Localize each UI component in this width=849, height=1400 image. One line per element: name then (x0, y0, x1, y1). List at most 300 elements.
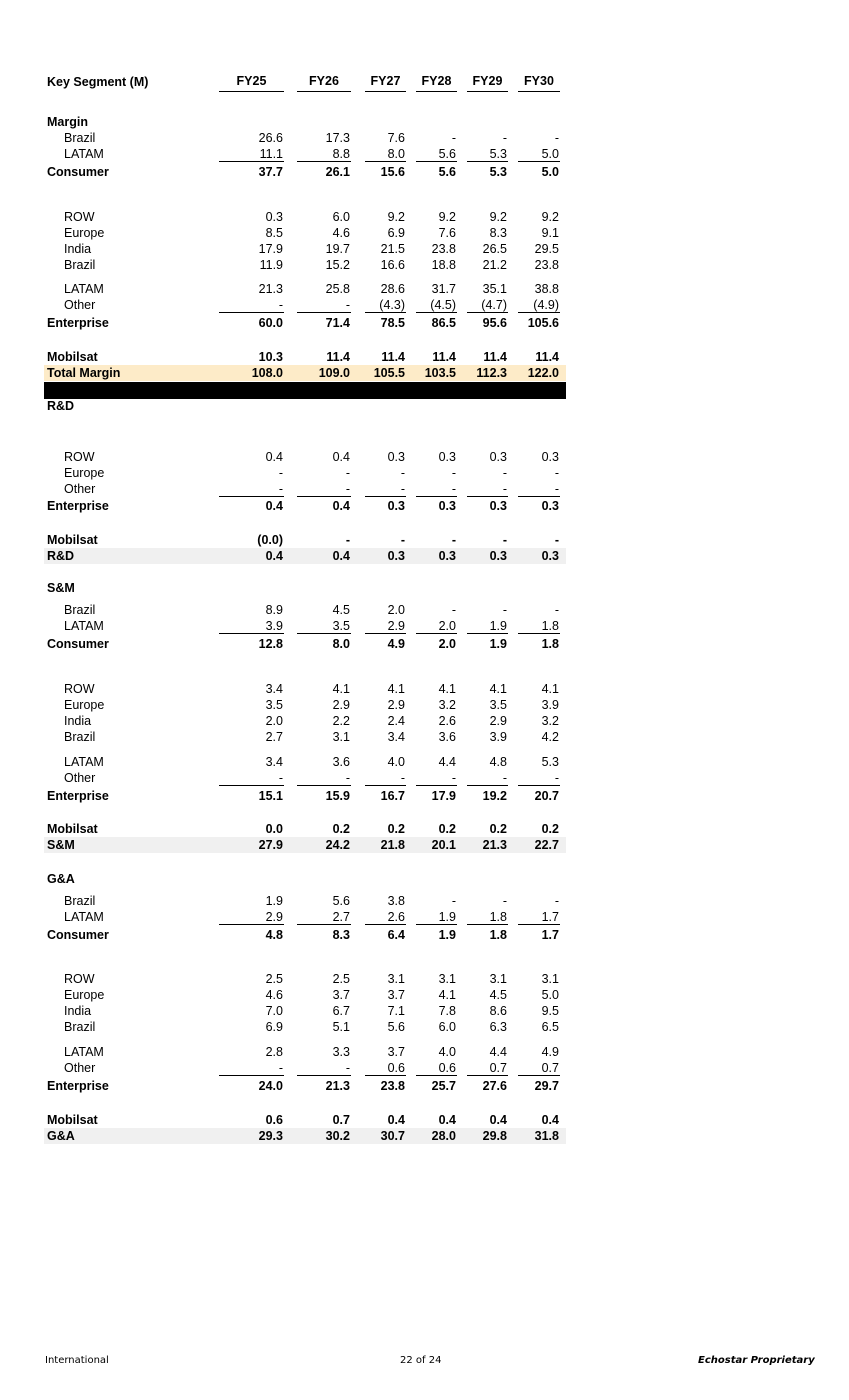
value-cell-fy28: 9.2 (438, 210, 456, 224)
value-cell-fy29: 1.9 (489, 637, 507, 651)
row-label: India (64, 714, 92, 728)
value-cell-fy25: 3.9 (265, 619, 283, 633)
value-cell-fy26: 0.4 (332, 549, 350, 563)
value-cell-fy28: 0.6 (438, 1061, 456, 1075)
value-cell-fy27: 4.0 (387, 755, 405, 769)
value-cell-fy25: 2.0 (265, 714, 283, 728)
value-cell-fy30: - (554, 603, 559, 617)
row-label: LATAM (64, 755, 104, 769)
value-cell-fy25: 2.9 (265, 910, 283, 924)
value-cell-fy30: 3.1 (541, 972, 559, 986)
value-cell-fy27: - (400, 466, 405, 480)
row-label: Other (64, 1061, 96, 1075)
value-cell-fy28: 2.0 (438, 637, 456, 651)
value-cell-fy29: (4.7) (481, 298, 507, 312)
row-label: ROW (64, 450, 95, 464)
value-cell-fy25: 2.7 (265, 730, 283, 744)
row-label: India (64, 1004, 92, 1018)
value-cell-fy27: 3.1 (387, 972, 405, 986)
subtotal-underline (219, 1075, 284, 1076)
value-cell-fy27: 3.8 (387, 894, 405, 908)
value-cell-fy25: 8.5 (265, 226, 283, 240)
header-underline (365, 91, 406, 92)
table-row-india (0, 713, 849, 729)
value-cell-fy29: 27.6 (482, 1079, 507, 1093)
value-cell-fy30: 105.6 (527, 316, 559, 330)
value-cell-fy28: 5.6 (438, 147, 456, 161)
value-cell-fy25: 3.4 (265, 682, 283, 696)
year-header-fy28: FY28 (421, 74, 452, 88)
row-label: LATAM (64, 282, 104, 296)
section-header-sandm (0, 580, 849, 596)
value-cell-fy25: 0.0 (265, 822, 283, 836)
value-cell-fy30: 1.7 (541, 928, 559, 942)
value-cell-fy26: 3.7 (332, 988, 350, 1002)
row-label: Europe (64, 988, 105, 1002)
value-cell-fy29: 4.4 (489, 1045, 507, 1059)
row-label: India (64, 242, 92, 256)
value-cell-fy28: - (451, 603, 456, 617)
value-cell-fy28: 3.1 (438, 972, 456, 986)
value-cell-fy25: 0.4 (265, 499, 283, 513)
value-cell-fy29: 4.8 (489, 755, 507, 769)
value-cell-fy27: 3.7 (387, 988, 405, 1002)
value-cell-fy25: 10.3 (258, 350, 283, 364)
value-cell-fy27: 16.7 (380, 789, 405, 803)
header-underline (219, 91, 284, 92)
row-label: LATAM (64, 147, 104, 161)
value-cell-fy29: 0.3 (489, 450, 507, 464)
value-cell-fy30: 38.8 (534, 282, 559, 296)
value-cell-fy27: 2.9 (387, 619, 405, 633)
row-label: Brazil (64, 603, 96, 617)
value-cell-fy27: 4.1 (387, 682, 405, 696)
value-cell-fy28: 0.2 (438, 822, 456, 836)
value-cell-fy28: - (451, 533, 456, 547)
value-cell-fy28: 1.9 (438, 910, 456, 924)
value-cell-fy26: - (345, 298, 350, 312)
subtotal-underline (219, 785, 284, 786)
header-underline (518, 91, 560, 92)
table-row-brazil (0, 729, 849, 745)
value-cell-fy29: 0.2 (489, 822, 507, 836)
value-cell-fy25: 7.0 (265, 1004, 283, 1018)
value-cell-fy30: - (554, 482, 559, 496)
table-title: Key Segment (M) (47, 75, 149, 89)
value-cell-fy26: - (345, 482, 350, 496)
row-label: Enterprise (47, 1079, 109, 1093)
subtotal-underline (518, 924, 560, 925)
row-label: Europe (64, 466, 105, 480)
value-cell-fy29: - (502, 466, 507, 480)
value-cell-fy30: 5.3 (541, 755, 559, 769)
value-cell-fy30: 122.0 (527, 366, 559, 380)
table-row-row (0, 681, 849, 697)
row-label: Margin (47, 115, 88, 129)
value-cell-fy30: 6.5 (541, 1020, 559, 1034)
footer-left: International (45, 1355, 109, 1366)
table-row-enterprise (0, 498, 849, 514)
table-row-enterprise (0, 315, 849, 331)
value-cell-fy26: 5.6 (332, 894, 350, 908)
table-row-india (0, 1003, 849, 1019)
value-cell-fy29: 21.3 (482, 838, 507, 852)
value-cell-fy27: 5.6 (387, 1020, 405, 1034)
value-cell-fy30: (4.9) (533, 298, 559, 312)
value-cell-fy28: 103.5 (424, 366, 456, 380)
value-cell-fy25: 17.9 (258, 242, 283, 256)
value-cell-fy25: 60.0 (258, 316, 283, 330)
subtotal-underline (219, 633, 284, 634)
value-cell-fy26: 15.2 (325, 258, 350, 272)
value-cell-fy25: 3.4 (265, 755, 283, 769)
value-cell-fy30: 5.0 (541, 165, 559, 179)
row-label: Europe (64, 226, 105, 240)
value-cell-fy28: 3.2 (438, 698, 456, 712)
table-row-brazil (0, 257, 849, 273)
value-cell-fy25: 0.6 (265, 1113, 283, 1127)
row-label: Brazil (64, 131, 96, 145)
value-cell-fy29: - (502, 482, 507, 496)
value-cell-fy27: 0.3 (387, 499, 405, 513)
value-cell-fy26: 15.9 (325, 789, 350, 803)
header-underline (416, 91, 457, 92)
table-row-randd (0, 548, 849, 564)
row-label: ROW (64, 682, 95, 696)
value-cell-fy29: 0.3 (489, 549, 507, 563)
value-cell-fy29: 4.1 (489, 682, 507, 696)
value-cell-fy25: 26.6 (258, 131, 283, 145)
value-cell-fy30: - (554, 533, 559, 547)
value-cell-fy28: - (451, 482, 456, 496)
value-cell-fy29: 0.4 (489, 1113, 507, 1127)
table-row-brazil (0, 602, 849, 618)
value-cell-fy25: 27.9 (258, 838, 283, 852)
value-cell-fy29: 1.8 (489, 910, 507, 924)
row-label: ROW (64, 210, 95, 224)
value-cell-fy28: 2.6 (438, 714, 456, 728)
value-cell-fy28: 7.8 (438, 1004, 456, 1018)
value-cell-fy30: 0.3 (541, 499, 559, 513)
row-label: Brazil (64, 894, 96, 908)
value-cell-fy29: 0.3 (489, 499, 507, 513)
value-cell-fy27: 2.4 (387, 714, 405, 728)
value-cell-fy26: 2.2 (332, 714, 350, 728)
value-cell-fy27: 2.6 (387, 910, 405, 924)
value-cell-fy29: 2.9 (489, 714, 507, 728)
value-cell-fy27: 6.9 (387, 226, 405, 240)
table-row-latam (0, 281, 849, 297)
value-cell-fy29: - (502, 603, 507, 617)
value-cell-fy28: - (451, 771, 456, 785)
table-row-latam (0, 618, 849, 634)
value-cell-fy26: 3.1 (332, 730, 350, 744)
value-cell-fy26: 11.4 (326, 350, 350, 364)
year-header-fy26: FY26 (309, 74, 339, 88)
value-cell-fy29: - (502, 894, 507, 908)
value-cell-fy28: 23.8 (431, 242, 456, 256)
value-cell-fy29: 21.2 (482, 258, 507, 272)
value-cell-fy28: 18.8 (431, 258, 456, 272)
value-cell-fy26: 3.5 (332, 619, 350, 633)
table-row-other (0, 1060, 849, 1076)
value-cell-fy26: 8.3 (332, 928, 350, 942)
value-cell-fy25: 29.3 (258, 1129, 283, 1143)
table-row-brazil (0, 893, 849, 909)
table-row-brazil (0, 130, 849, 146)
value-cell-fy25: 3.5 (265, 698, 283, 712)
value-cell-fy30: 3.2 (541, 714, 559, 728)
value-cell-fy29: 3.1 (489, 972, 507, 986)
value-cell-fy28: 17.9 (431, 789, 456, 803)
value-cell-fy30: 0.7 (541, 1061, 559, 1075)
section-header-randd (0, 398, 849, 414)
table-row-consumer (0, 164, 849, 180)
value-cell-fy30: 9.5 (541, 1004, 559, 1018)
value-cell-fy30: 23.8 (534, 258, 559, 272)
value-cell-fy25: 11.1 (259, 147, 283, 161)
value-cell-fy25: 0.3 (265, 210, 283, 224)
value-cell-fy27: 0.4 (387, 1113, 405, 1127)
value-cell-fy26: 0.4 (332, 499, 350, 513)
value-cell-fy27: 4.9 (387, 637, 405, 651)
value-cell-fy25: (0.0) (257, 533, 283, 547)
value-cell-fy28: 0.4 (438, 1113, 456, 1127)
value-cell-fy27: 28.6 (380, 282, 405, 296)
value-cell-fy28: 11.4 (432, 350, 456, 364)
value-cell-fy25: 24.0 (258, 1079, 283, 1093)
value-cell-fy30: 31.8 (534, 1129, 559, 1143)
value-cell-fy29: 35.1 (482, 282, 507, 296)
row-label: Mobilsat (47, 822, 98, 836)
value-cell-fy25: 12.8 (258, 637, 283, 651)
value-cell-fy27: 0.6 (387, 1061, 405, 1075)
value-cell-fy29: 29.8 (482, 1129, 507, 1143)
value-cell-fy26: 30.2 (325, 1129, 350, 1143)
table-row-enterprise (0, 788, 849, 804)
value-cell-fy29: 26.5 (482, 242, 507, 256)
table-row-europe (0, 225, 849, 241)
table-row-enterprise (0, 1078, 849, 1094)
value-cell-fy27: 3.7 (387, 1045, 405, 1059)
value-cell-fy27: 21.8 (380, 838, 405, 852)
value-cell-fy27: 7.1 (387, 1004, 405, 1018)
value-cell-fy28: 7.6 (438, 226, 456, 240)
value-cell-fy30: 0.4 (541, 1113, 559, 1127)
value-cell-fy26: 4.1 (332, 682, 350, 696)
value-cell-fy30: 0.2 (541, 822, 559, 836)
value-cell-fy28: 2.0 (438, 619, 456, 633)
value-cell-fy29: 3.5 (489, 698, 507, 712)
value-cell-fy28: 25.7 (431, 1079, 456, 1093)
value-cell-fy29: 5.3 (489, 147, 507, 161)
value-cell-fy30: 3.9 (541, 698, 559, 712)
value-cell-fy27: - (400, 771, 405, 785)
value-cell-fy26: - (345, 466, 350, 480)
value-cell-fy28: 1.9 (438, 928, 456, 942)
subtotal-underline (219, 161, 284, 162)
value-cell-fy26: 71.4 (325, 316, 350, 330)
value-cell-fy28: 0.3 (438, 450, 456, 464)
value-cell-fy25: 8.9 (265, 603, 283, 617)
table-row-other (0, 297, 849, 313)
value-cell-fy25: 6.9 (265, 1020, 283, 1034)
table-row-europe (0, 465, 849, 481)
value-cell-fy28: 20.1 (431, 838, 456, 852)
table-row-row (0, 971, 849, 987)
value-cell-fy27: 0.3 (387, 450, 405, 464)
value-cell-fy30: 29.5 (534, 242, 559, 256)
value-cell-fy29: - (502, 771, 507, 785)
value-cell-fy29: 9.2 (489, 210, 507, 224)
value-cell-fy25: - (278, 298, 283, 312)
value-cell-fy27: 23.8 (380, 1079, 405, 1093)
section-divider-bar (44, 382, 566, 399)
value-cell-fy25: 11.9 (259, 258, 283, 272)
value-cell-fy25: 2.8 (265, 1045, 283, 1059)
value-cell-fy28: - (451, 466, 456, 480)
value-cell-fy27: 30.7 (380, 1129, 405, 1143)
value-cell-fy30: 1.7 (541, 910, 559, 924)
year-header-fy25: FY25 (236, 74, 267, 88)
value-cell-fy25: - (278, 482, 283, 496)
table-row-india (0, 241, 849, 257)
value-cell-fy25: 108.0 (251, 366, 283, 380)
value-cell-fy25: - (278, 1061, 283, 1075)
value-cell-fy26: 8.8 (332, 147, 350, 161)
subtotal-underline (219, 496, 284, 497)
value-cell-fy30: - (554, 894, 559, 908)
row-label: S&M (47, 581, 75, 595)
footer-page-number: 22 of 24 (400, 1355, 442, 1366)
value-cell-fy26: 19.7 (325, 242, 350, 256)
value-cell-fy29: 3.9 (489, 730, 507, 744)
value-cell-fy26: 24.2 (325, 838, 350, 852)
section-header-ganda (0, 871, 849, 887)
subtotal-underline (518, 496, 560, 497)
table-row-other (0, 770, 849, 786)
value-cell-fy30: 0.3 (541, 549, 559, 563)
value-cell-fy26: 25.8 (325, 282, 350, 296)
value-cell-fy26: 2.5 (332, 972, 350, 986)
value-cell-fy27: 6.4 (387, 928, 405, 942)
header-underline (467, 91, 508, 92)
value-cell-fy27: - (400, 533, 405, 547)
subtotal-underline (518, 1075, 560, 1076)
value-cell-fy29: - (502, 131, 507, 145)
table-row-mobilsat (0, 532, 849, 548)
value-cell-fy26: 2.7 (332, 910, 350, 924)
value-cell-fy30: 9.1 (541, 226, 559, 240)
value-cell-fy25: 37.7 (258, 165, 283, 179)
value-cell-fy28: 4.4 (438, 755, 456, 769)
value-cell-fy27: 105.5 (373, 366, 405, 380)
row-label: Enterprise (47, 789, 109, 803)
value-cell-fy26: - (345, 533, 350, 547)
table-row-brazil (0, 1019, 849, 1035)
table-row-mobilsat (0, 349, 849, 365)
row-label: Other (64, 771, 96, 785)
year-header-fy29: FY29 (472, 74, 503, 88)
header-row (0, 74, 849, 90)
year-header-fy27: FY27 (370, 74, 401, 88)
row-label: ROW (64, 972, 95, 986)
value-cell-fy25: 21.3 (258, 282, 283, 296)
value-cell-fy30: 5.0 (541, 988, 559, 1002)
table-row-row (0, 209, 849, 225)
value-cell-fy27: 9.2 (387, 210, 405, 224)
row-label: Mobilsat (47, 1113, 98, 1127)
value-cell-fy29: 11.4 (483, 350, 507, 364)
value-cell-fy27: 0.3 (387, 549, 405, 563)
value-cell-fy25: 4.6 (265, 988, 283, 1002)
value-cell-fy27: 16.6 (380, 258, 405, 272)
value-cell-fy26: 6.0 (332, 210, 350, 224)
value-cell-fy26: 26.1 (325, 165, 350, 179)
row-label: Other (64, 298, 96, 312)
table-row-other (0, 481, 849, 497)
value-cell-fy29: 1.9 (489, 619, 507, 633)
row-label: Brazil (64, 730, 96, 744)
row-label: LATAM (64, 1045, 104, 1059)
value-cell-fy27: - (400, 482, 405, 496)
value-cell-fy25: 15.1 (258, 789, 283, 803)
value-cell-fy25: 2.5 (265, 972, 283, 986)
value-cell-fy29: 8.3 (489, 226, 507, 240)
row-label: Europe (64, 698, 105, 712)
row-label: Enterprise (47, 499, 109, 513)
value-cell-fy30: 5.0 (541, 147, 559, 161)
subtotal-underline (219, 924, 284, 925)
row-label: R&D (47, 399, 75, 413)
table-row-consumer (0, 636, 849, 652)
value-cell-fy29: 19.2 (482, 789, 507, 803)
subtotal-underline (518, 633, 560, 634)
value-cell-fy26: 17.3 (325, 131, 350, 145)
value-cell-fy28: 86.5 (431, 316, 456, 330)
table-row-row (0, 449, 849, 465)
value-cell-fy27: 2.9 (387, 698, 405, 712)
table-row-mobilsat (0, 1112, 849, 1128)
value-cell-fy28: 28.0 (431, 1129, 456, 1143)
row-label: Consumer (47, 637, 109, 651)
value-cell-fy30: 1.8 (541, 619, 559, 633)
value-cell-fy25: 4.8 (265, 928, 283, 942)
table-row-ganda (0, 1128, 849, 1144)
table-row-europe (0, 987, 849, 1003)
value-cell-fy27: 78.5 (380, 316, 405, 330)
value-cell-fy29: 5.3 (489, 165, 507, 179)
row-label: G&A (47, 872, 75, 886)
value-cell-fy29: 112.3 (476, 366, 507, 380)
value-cell-fy30: 0.3 (541, 450, 559, 464)
value-cell-fy26: 3.3 (332, 1045, 350, 1059)
row-label: LATAM (64, 910, 104, 924)
value-cell-fy28: 0.3 (438, 499, 456, 513)
table-row-consumer (0, 927, 849, 943)
value-cell-fy30: - (554, 771, 559, 785)
value-cell-fy26: 6.7 (332, 1004, 350, 1018)
value-cell-fy25: - (278, 466, 283, 480)
value-cell-fy27: 3.4 (387, 730, 405, 744)
value-cell-fy28: (4.5) (430, 298, 456, 312)
table-row-latam (0, 909, 849, 925)
value-cell-fy27: 8.0 (387, 147, 405, 161)
table-row-total-margin (0, 365, 849, 381)
value-cell-fy29: 95.6 (482, 316, 507, 330)
row-label: Total Margin (47, 366, 121, 380)
section-header-margin (0, 114, 849, 130)
